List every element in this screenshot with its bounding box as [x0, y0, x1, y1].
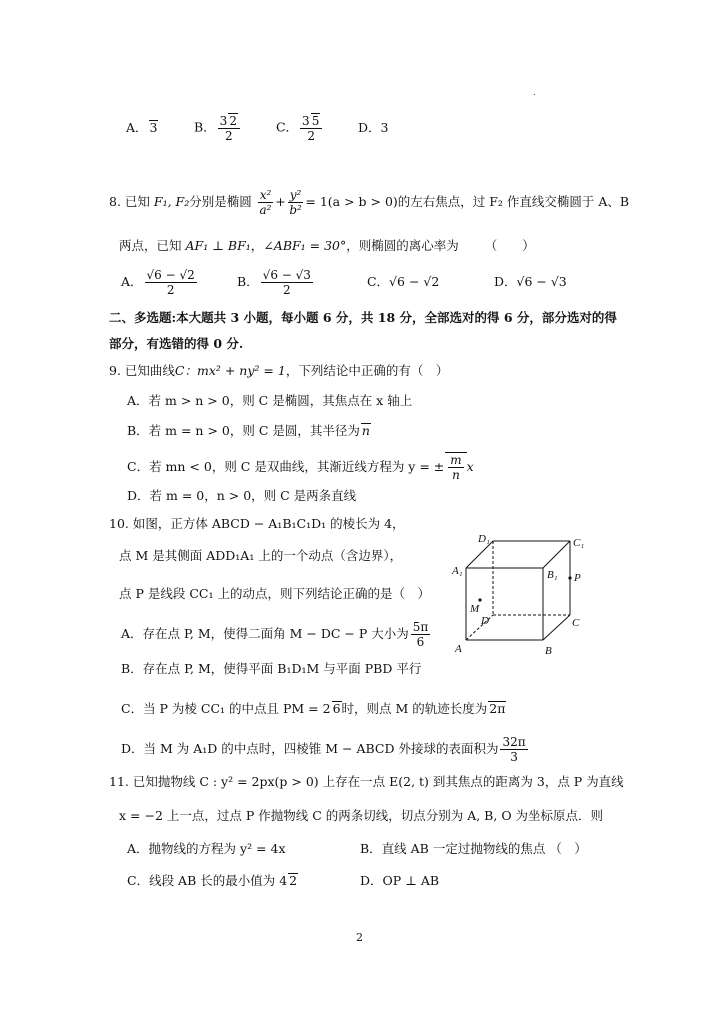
fraction: $\frac{\text{x²}}{\text{a²}}$ [259, 188, 272, 217]
q9-stem: 9. 已知曲线C：mx² + ny² = 1，下列结论中正确的有（ ） [109, 363, 449, 378]
q11-stem-line2: x = −2 上一点，过点 P 作抛物线 C 的两条切线，切点分别为 A, B, O 为坐标原点．则 [119, 808, 604, 823]
q8-option-b: B． $\frac{√6 - √3}{2}$ [236, 268, 311, 297]
label-A: A [455, 643, 462, 655]
q7-option-c: C． $\frac{3 5}{2}$ [276, 113, 354, 143]
q10-stem-line3: 点 P 是线段 CC₁ 上的动点，则下列结论正确的是（ ） [119, 586, 430, 601]
q10-stem-line2: 点 M 是其侧面 ADD₁A₁ 上的一个动点（含边界）， [119, 548, 403, 563]
fraction: $\frac{32\pi}{3}$ [502, 735, 526, 764]
q8-stem-line2: 两点，已知 AF₁ ⊥ BF₁，∠ABF₁ = 30°，则椭圆的离心率为 （ ） [119, 238, 535, 253]
q9-option-d: D．若 m = 0，n > 0，则 C 是两条直线 [127, 488, 357, 503]
q8-option-c: C．√6 − √2 [366, 274, 440, 289]
edge-A1D1 [466, 541, 493, 568]
corner-mark: . [533, 88, 536, 97]
edge-BC [543, 615, 570, 640]
q7-option-b: B． $\frac{3 2}{2}$ [194, 113, 272, 143]
label-M: M [470, 603, 480, 615]
label-A1: A₁ [452, 565, 463, 577]
q7-option-a: A． 3 [126, 119, 158, 135]
q10-stem-line1: 10. 如图，正方体 ABCD − A₁B₁C₁D₁ 的棱长为 4， [109, 516, 405, 531]
fraction: $\frac{\text{y²}}{\text{b²}}$ [289, 188, 302, 217]
q8-stem-line1: 8. 已知 F₁, F₂分别是椭圆 $\frac{\text{x²}}{\text{a²}}$ + $\frac{\text{y²}}{\text{b²}}$ = 1(a > b > 0)的左右焦点，过 F₂ 作直线交椭圆于 A、B [109, 188, 630, 217]
q11-stem-line1: 11. 已知抛物线 C : y² = 2px(p > 0) 上存在一点 E(2, t) 到其焦点的距离为 3，点 P 为直线 [109, 774, 624, 789]
q11-option-d: D．OP ⊥ AB [360, 873, 440, 888]
q9-option-c: C．若 mn < 0，则 C 是双曲线，其渐近线方程为 y = ± $\frac{m}{n}$ x [127, 453, 474, 482]
q10-option-a: A．存在点 P, M，使得二面角 M − DC − P 大小为 $\frac{5\pi}{6}$ [121, 620, 429, 649]
point-P [568, 576, 571, 579]
label-P: P [574, 572, 581, 584]
label-C1: C₁ [573, 537, 585, 549]
q10-option-b: B．存在点 P, M，使得平面 B₁D₁M 与平面 PBD 平行 [121, 661, 422, 676]
q11-option-b: B．直线 AB 一定过抛物线的焦点 （ ） [360, 841, 587, 856]
page-number: 2 [356, 931, 363, 944]
fraction: $\frac{5\pi}{6}$ [412, 620, 429, 649]
fraction: $\frac{3 2}{2}$ [218, 113, 240, 143]
fraction: $\frac{√6 - √3}{2}$ [262, 268, 311, 297]
fraction: $\frac{m}{n}$ [450, 453, 462, 482]
cube-figure [450, 530, 600, 655]
q9-option-a: A．若 m > n > 0，则 C 是椭圆，其焦点在 x 轴上 [127, 393, 413, 408]
q8-option-d: D．√6 − √3 [493, 274, 567, 289]
label-D: D [481, 615, 489, 627]
q11-option-a: A．抛物线的方程为 y² = 4x [127, 841, 286, 856]
label-C: C [572, 617, 580, 629]
q9-option-b: B．若 m = n > 0，则 C 是圆，其半径为 n [127, 423, 370, 438]
q7-option-d: D．3 [357, 119, 389, 135]
point-M [478, 598, 481, 601]
q8-options [121, 268, 567, 297]
fraction: $\frac{3 5}{2}$ [300, 113, 322, 143]
q10-option-c: C．当 P 为棱 CC₁ 的中点且 PM = 2 6时，则点 M 的轨迹长度为 2π [121, 701, 506, 716]
edge-B1C1 [543, 541, 570, 568]
q10-option-d: D．当 M 为 A₁D 的中点时，四棱锥 M − ABCD 外接球的表面积为 $\frac{32\pi}{3}$ [121, 735, 526, 764]
label-B1: B₁ [547, 569, 558, 581]
section-heading-line1: 二、多选题:本大题共 3 小题，每小题 6 分，共 18 分，全部选对的得 6 分，部分选对的得 [109, 310, 617, 325]
section-heading-line2: 部分，有选错的得 0 分. [109, 336, 244, 351]
sqrt: 3 [149, 119, 158, 135]
q7-options [126, 113, 388, 143]
q8-option-a: A． $\frac{√6 - √2}{2}$ [121, 268, 195, 297]
fraction: $\frac{√6 - √2}{2}$ [146, 268, 195, 297]
q11-option-c: C．线段 AB 长的最小值为 4 2 [127, 873, 298, 888]
label-D1: D₁ [478, 533, 490, 545]
label-B: B [545, 645, 552, 655]
